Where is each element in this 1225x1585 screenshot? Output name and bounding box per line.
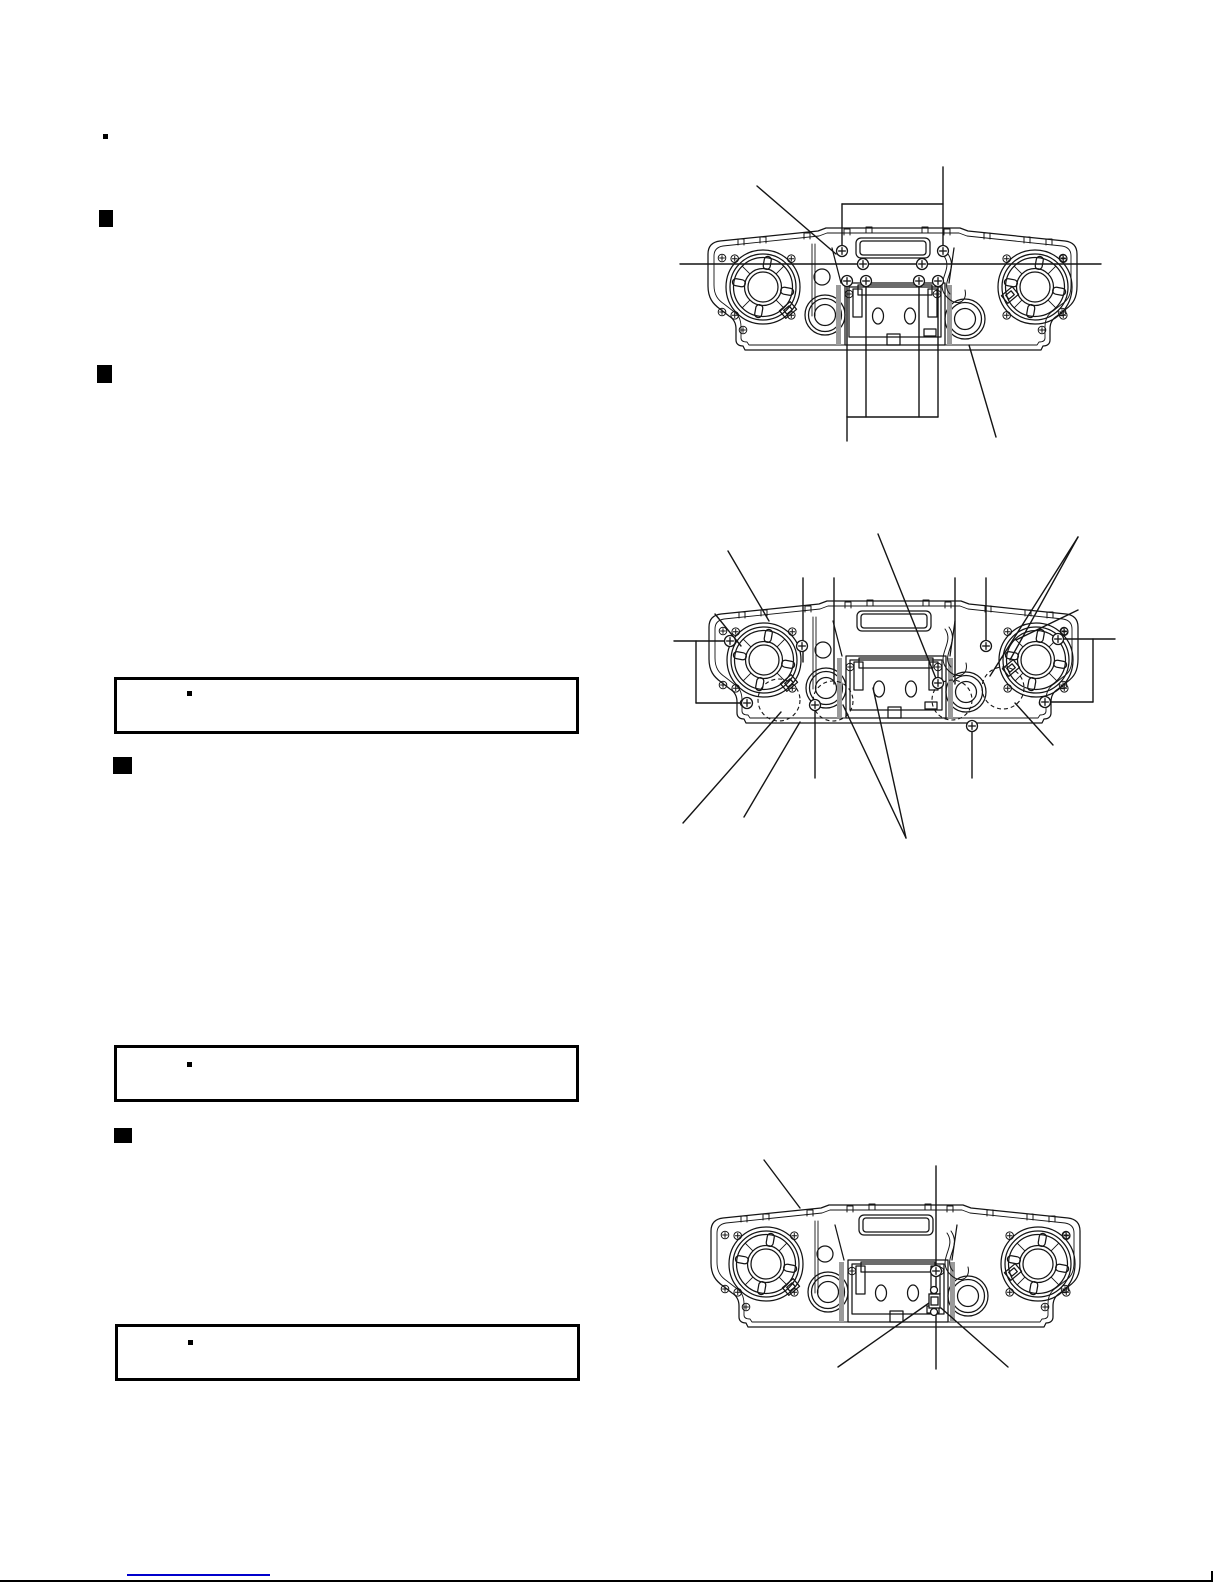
- chassis-drawing: [711, 1204, 1080, 1327]
- chassis-drawing: [709, 600, 1078, 723]
- chassis-drawing: [708, 227, 1077, 350]
- footer-rule-tick: [1211, 1571, 1213, 1580]
- technical-diagram-1: [680, 167, 1101, 441]
- screw-markers: [931, 1266, 942, 1277]
- footer-link-underline[interactable]: [127, 1574, 270, 1576]
- technical-diagram-2: [674, 534, 1115, 838]
- screw-markers: [837, 246, 949, 287]
- callout-lines: [680, 167, 1101, 441]
- footer-rule: [0, 1580, 1213, 1582]
- technical-diagram-3: [711, 1160, 1080, 1369]
- switch-component: [929, 1287, 940, 1316]
